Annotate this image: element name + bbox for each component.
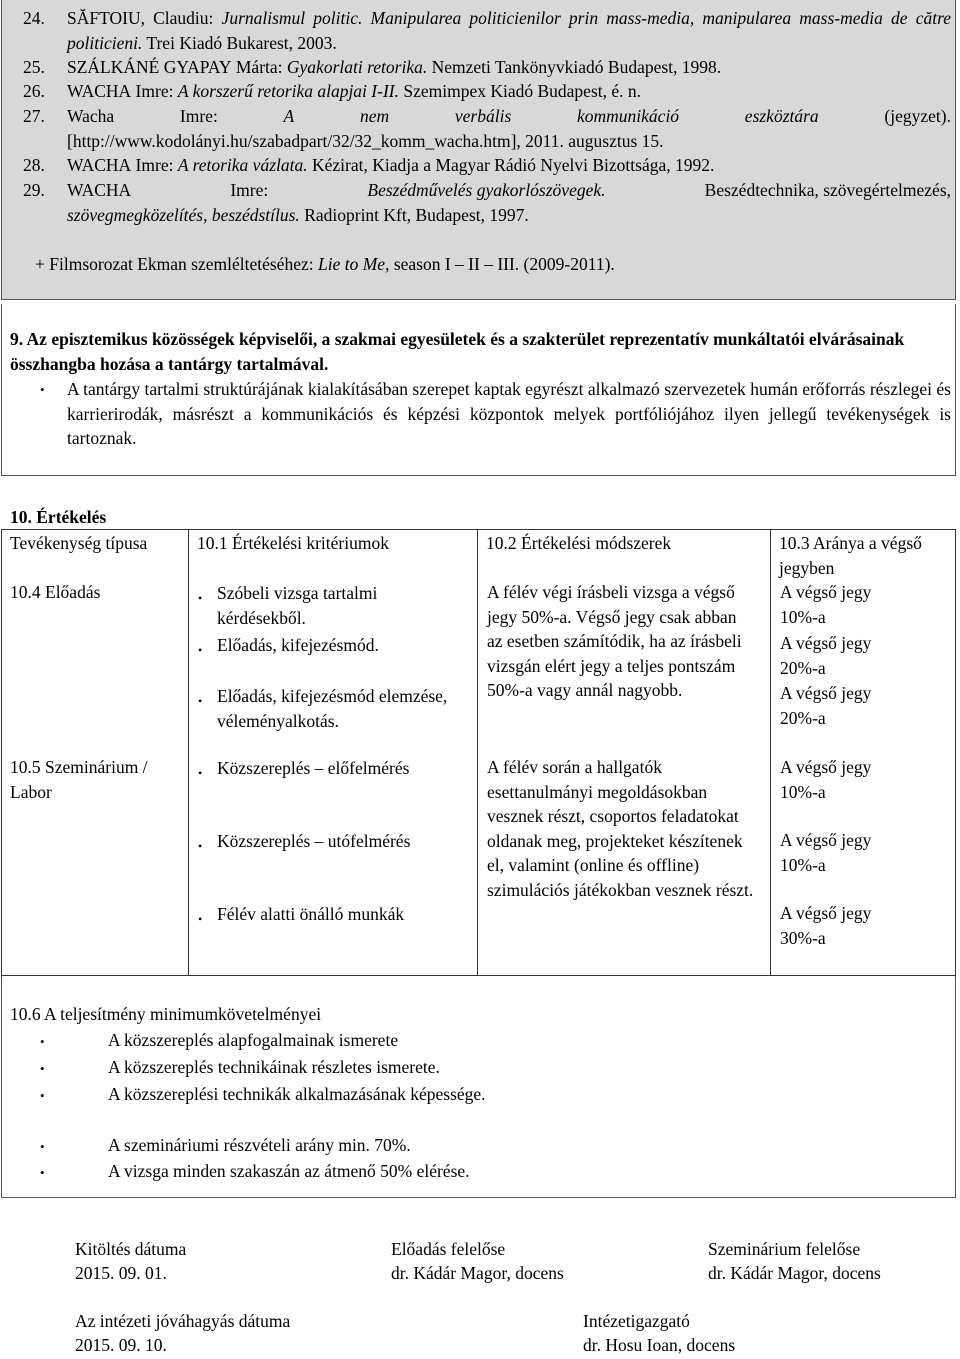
criteria-item: Előadás, kifejezésmód elemzése, véleményalkotás. <box>217 686 448 731</box>
table-top-border <box>1 529 956 530</box>
bullet-icon: • <box>198 766 203 780</box>
table-divider-2 <box>477 529 478 975</box>
header-activity-type: Tevékenység típusa <box>10 533 148 553</box>
bullet-icon: • <box>40 1061 45 1076</box>
filled-date-label: Kitöltés dátuma <box>75 1239 187 1259</box>
min-requirement-item: A közszereplési technikák alkalmazásának képessége. <box>108 1084 486 1104</box>
ratio-item: A végső jegy 10%-a <box>780 582 872 627</box>
reference-27: 27. Wacha Imre: A nem verbális kommunikáció eszköztára (jegyzet). [http://www.kodolányi.hu/szabadpart/32/32_komm_wacha.htm], 2011. augusztus 15. <box>23 106 951 151</box>
reference-24: 24. SĂFTOIU, Claudiu: Jurnalismul politic. Manipularea politicienilor prin mass-media, manipularea mass-media de către politicieni. Trei Kiadó Bukarest, 2003. <box>23 8 952 53</box>
bullet-icon: • <box>198 694 203 708</box>
header-methods: 10.2 Értékelési módszerek <box>486 533 672 553</box>
reference-28: 28. WACHA Imre: A retorika vázlata. Kézirat, Kiadja a Magyar Rádió Nyelvi Bizottsága, 1992. <box>23 155 715 175</box>
header-criteria: 10.1 Értékelési kritériumok <box>197 533 389 553</box>
ratio-item: A végső jegy 20%-a <box>780 633 872 678</box>
reference-25: 25. SZÁLKÁNÉ GYAPAY Márta: Gyakorlati retorika. Nemzeti Tankönyvkiadó Budapest, 1998. <box>23 57 722 77</box>
min-requirement-item: A közszereplés technikáinak részletes ismerete. <box>108 1057 440 1077</box>
lecture-responsible-label: Előadás felelőse <box>391 1239 506 1259</box>
reference-26: 26. WACHA Imre: A korszerű retorika alapjai I-II. Szemimpex Kiadó Budapest, é. n. <box>23 81 642 101</box>
table-right-border <box>955 529 956 979</box>
min-requirement-item: A szemináriumi részvételi arány min. 70%. <box>108 1135 411 1155</box>
ratio-item: A végső jegy 10%-a <box>780 830 872 875</box>
seminar-responsible-label: Szeminárium felelőse <box>708 1239 861 1259</box>
table-left-border <box>1 529 2 979</box>
section9-text: A tantárgy tartalmi struktúrájának kialakításában szerepet kaptak egyrészt alkalmazó szervezetek humán erőforrás részlegei és karrierirodák, másrészt a kommunikációs és képzési központok melyek portfóliójához ilyen jellegű tevékenységek is tartoznak. <box>67 379 951 448</box>
table-bottom-border <box>1 975 956 976</box>
bullet-icon: • <box>40 1165 45 1180</box>
section9-heading: 9. Az episztemikus közösségek képviselői, a szakmai egyesületek és a szakterület reprezentatív munkáltatói elvárásainak összhangba hozása a tantárgy tartalmával. <box>10 329 905 374</box>
row-seminar-label: 10.5 Szeminárium / Labor <box>10 757 148 802</box>
table-divider-1 <box>188 529 189 975</box>
director-value: dr. Hosu Ioan, docens <box>583 1335 736 1355</box>
bullet-icon: • <box>198 912 203 926</box>
bullet-icon: • <box>40 382 45 397</box>
min-requirements-heading: 10.6 A teljesítmény minimumkövetelményei <box>10 1004 322 1024</box>
criteria-item: Előadás, kifejezésmód. <box>217 635 379 655</box>
bullet-icon: • <box>198 839 203 853</box>
criteria-item: Félév alatti önálló munkák <box>217 904 405 924</box>
ratio-item: A végső jegy 10%-a <box>780 757 872 802</box>
ratio-item: A végső jegy 20%-a <box>780 683 872 728</box>
seminar-responsible-value: dr. Kádár Magor, docens <box>708 1263 881 1283</box>
section10-heading: 10. Értékelés <box>10 507 107 527</box>
min-requirement-item: A közszereplés alapfogalmainak ismerete <box>108 1030 399 1050</box>
bullet-icon: • <box>40 1034 45 1049</box>
filled-date-value: 2015. 09. 01. <box>75 1263 167 1283</box>
criteria-item: Közszereplés – előfelmérés <box>217 758 410 778</box>
method-seminar: A félév során a hallgatók esettanulmányi megoldásokban vesznek részt, csoportos feladatokat oldanak meg, projekteket készítenek el, valamint (online és offline) szimulációs játékokban vesznek részt. <box>487 757 754 900</box>
bullet-icon: • <box>198 591 203 605</box>
row-lecture-label: 10.4 Előadás <box>10 582 101 602</box>
table-divider-3 <box>770 529 771 975</box>
reference-29: 29. WACHA Imre: Beszédművelés gyakorlószövegek. Beszédtechnika, szövegértelmezés, szövegmegközelítés, beszédstílus. Radioprint Kft, Budapest, 1997. <box>23 180 951 225</box>
criteria-item: Szóbeli vizsga tartalmi kérdésekből. <box>217 583 378 628</box>
approval-date-label: Az intézeti jóváhagyás dátuma <box>75 1311 291 1331</box>
director-label: Intézetigazgató <box>583 1311 690 1331</box>
header-ratio: 10.3 Aránya a végső jegyben <box>779 533 922 578</box>
lecture-responsible-value: dr. Kádár Magor, docens <box>391 1263 564 1283</box>
min-requirement-item: A vizsga minden szakaszán az átmenő 50% elérése. <box>108 1161 470 1181</box>
film-series-note: + Filmsorozat Ekman szemléltetéséhez: Lie to Me, season I – II – III. (2009-2011). <box>35 254 615 274</box>
ratio-item: A végső jegy 30%-a <box>780 903 872 948</box>
bullet-icon: • <box>198 643 203 657</box>
bullet-icon: • <box>40 1139 45 1154</box>
criteria-item: Közszereplés – utófelmérés <box>217 831 411 851</box>
approval-date-value: 2015. 09. 10. <box>75 1335 167 1355</box>
method-lecture: A félév végi írásbeli vizsga a végső jegy 50%-a. Végső jegy csak abban az esetben számítódik, ha az írásbeli vizsgán elért jegy a teljes pontszám 50%-a vagy annál nagyobb. <box>487 582 742 700</box>
bullet-icon: • <box>40 1088 45 1103</box>
